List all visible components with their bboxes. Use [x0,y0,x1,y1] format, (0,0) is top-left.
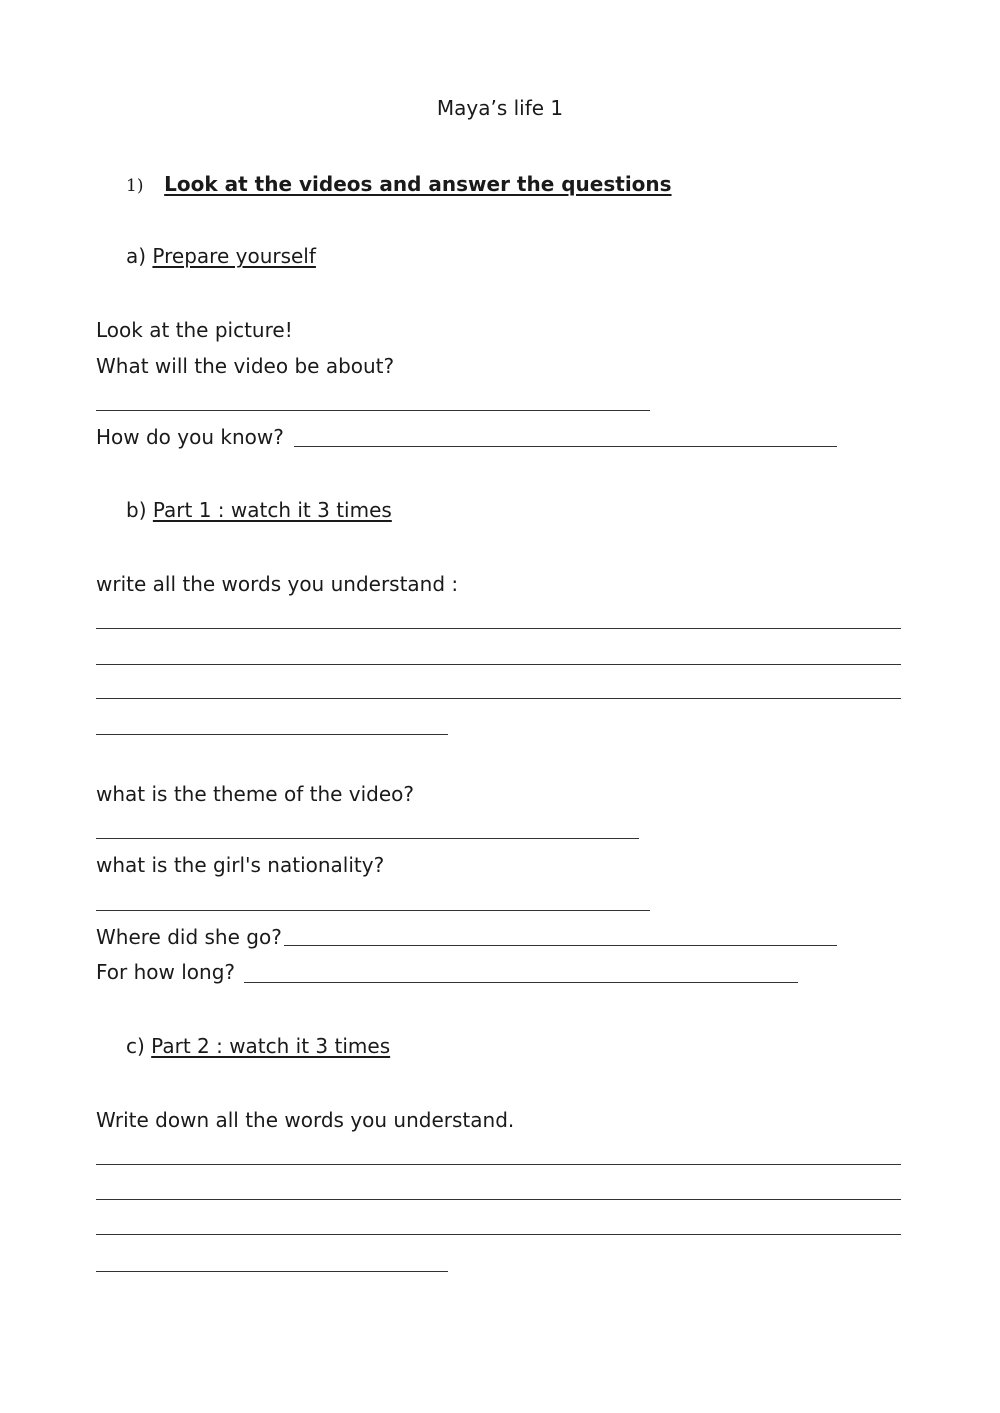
question-where: Where did she go? [96,925,282,949]
section-1-heading [126,172,672,198]
answer-line-part2-words-2[interactable] [96,1199,901,1200]
answer-line-how-long[interactable] [244,982,798,983]
part-b-instruction: write all the words you understand : [96,572,459,596]
part-a-heading [126,244,316,268]
answer-line-how-know[interactable] [294,446,837,447]
answer-line-words-1[interactable] [96,628,901,629]
answer-line-words-4[interactable] [96,734,448,735]
part-b-letter: b) [126,498,147,522]
answer-line-part2-words-3[interactable] [96,1234,901,1235]
question-how-long: For how long? [96,960,236,984]
answer-line-theme[interactable] [96,838,639,839]
question-theme: what is the theme of the video? [96,782,415,806]
part-c-instruction: Write down all the words you understand. [96,1108,515,1132]
answer-line-words-3[interactable] [96,698,901,699]
answer-line-video-about[interactable] [96,410,650,411]
part-b-heading [126,498,392,522]
answer-line-part2-words-1[interactable] [96,1164,901,1165]
question-video-about: What will the video be about? [96,354,395,378]
question-how-know: How do you know? [96,425,284,449]
answer-line-words-2[interactable] [96,664,901,665]
part-c-heading-text: Part 2 : watch it 3 times [151,1034,391,1058]
answer-line-where[interactable] [284,945,837,946]
answer-line-part2-words-4[interactable] [96,1271,448,1272]
question-nationality: what is the girl's nationality? [96,853,385,877]
part-c-heading [126,1034,390,1058]
part-a-instruction: Look at the picture! [96,318,293,342]
page-title: Maya’s life 1 [436,96,564,120]
section-number: 1) [126,176,144,196]
part-c-letter: c) [126,1034,145,1058]
part-b-heading-text: Part 1 : watch it 3 times [152,498,392,522]
part-a-heading-text: Prepare yourself [152,244,316,268]
part-a-letter: a) [126,244,147,268]
answer-line-nationality[interactable] [96,910,650,911]
section-heading-text: Look at the videos and answer the questions [164,172,672,196]
